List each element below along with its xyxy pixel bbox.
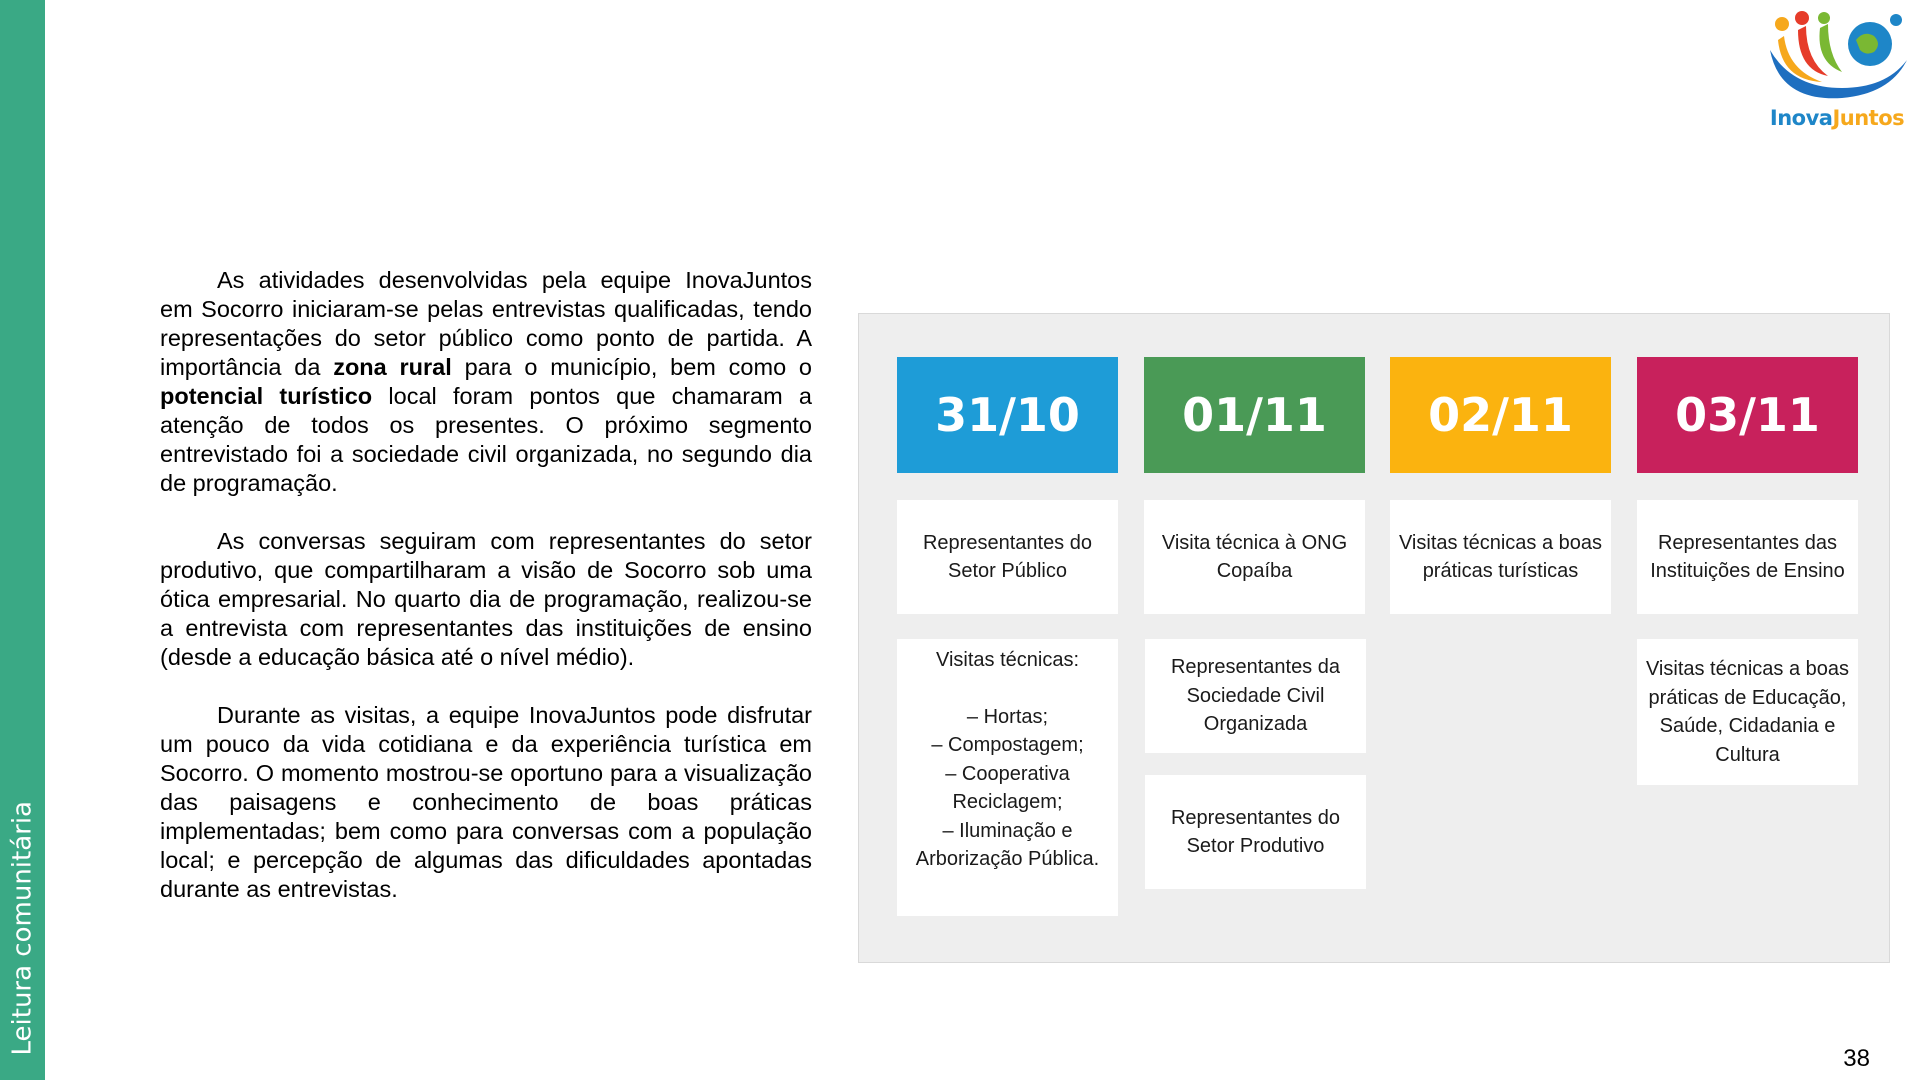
date-box-01-11: 01/11 [1144, 357, 1365, 473]
card-setor-produtivo: Representantes do Setor Produtivo [1145, 775, 1366, 889]
logo-graphic-icon [1762, 10, 1912, 110]
sidebar-bar [0, 0, 45, 1080]
card-boas-praticas-turisticas: Visitas técnicas a boas práticas turísticas [1390, 500, 1611, 614]
inovajuntos-logo [1762, 10, 1912, 138]
logo-wordmark: InovaJuntos [1769, 106, 1905, 130]
card-setor-publico: Representantes do Setor Público [897, 500, 1118, 614]
card-instituicoes-ensino: Representantes das Instituições de Ensino [1637, 500, 1858, 614]
list-item: – Compostagem; [931, 734, 1084, 756]
card-ong-copaiba: Visita técnica à ONG Copaíba [1144, 500, 1365, 614]
visitas-list [903, 703, 1112, 874]
list-item: – Hortas; [966, 705, 1049, 728]
paragraph-1: As atividades desenvolvidas pela equipe InovaJuntos em Socorro iniciaram-se pelas entrevistas qualificadas, tendo representações do setor público como ponto de partida. A importância da zona rural para o município, bem como o potencial turístico local foram pontos que chamaram a atenção de todos os presentes. O próximo segmento entrevistado foi a sociedade civil organizada, no segundo dia de programação. [160, 267, 813, 496]
page-number: 38 [1843, 1045, 1870, 1072]
sidebar-label-text: Leitura comunitária [7, 801, 38, 1056]
date-box-03-11: 03/11 [1637, 357, 1858, 473]
card-visitas-tecnicas: Visitas técnicas: – Hortas; – Compostagem; – Cooperativa Reciclagem; – Iluminação e Arborização Pública. [897, 639, 1118, 916]
sidebar-section-label [0, 801, 45, 1066]
card-sociedade-civil: Representantes da Sociedade Civil Organizada [1145, 639, 1366, 753]
paragraph-2: As conversas seguiram com representantes do setor produtivo, que compartilharam a visão de Socorro sob uma ótica empresarial. No quarto dia de programação, realizou-se a entrevista com representantes das instituições de ensino (desde a educação básica até o nível médio). [160, 528, 812, 670]
date-box-31-10: 31/10 [897, 357, 1118, 473]
paragraph-3: Durante as visitas, a equipe InovaJuntos pode disfrutar um pouco da vida cotidiana e da experiência turística em Socorro. O momento mostrou-se oportuno para a visualização das paisagens e conhecimento de boas práticas implementadas; bem como para conversas com a população local; e percepção de algumas das dificuldades apontadas durante as entrevistas. [160, 702, 812, 902]
list-item: – Cooperativa Reciclagem; [945, 762, 1070, 813]
date-box-02-11: 02/11 [1390, 357, 1611, 473]
list-item: – Iluminação e Arborização Pública. [915, 819, 1100, 870]
card-visitas-educacao: Visitas técnicas a boas práticas de Educação, Saúde, Cidadania e Cultura [1637, 639, 1858, 785]
body-text [160, 266, 812, 933]
